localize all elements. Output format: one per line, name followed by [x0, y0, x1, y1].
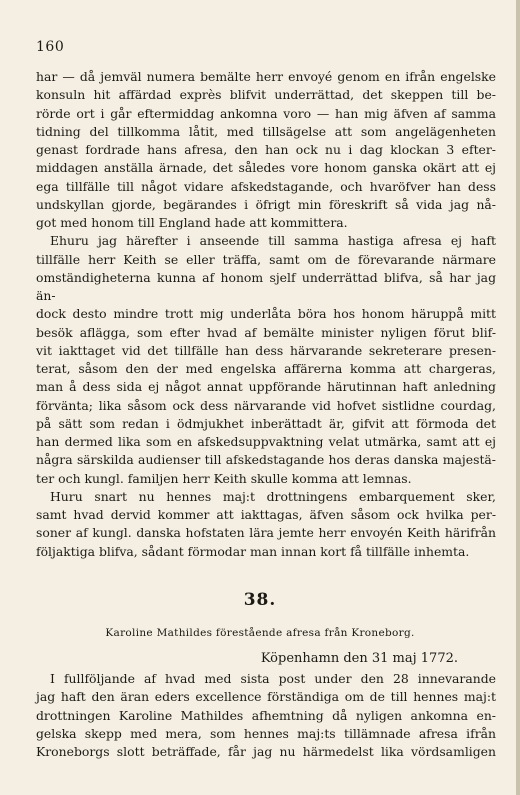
text-line: ega tillfälle till något vidare afskedstagande, och hvaröfver han dess	[36, 178, 496, 194]
text-line: på sätt som redan i ödmjukhet inberättadt är, gifvit att förmoda det	[36, 415, 496, 431]
text-line: vit iakttaget vid det tillfälle han dess härvarande sekreterare presen-	[36, 342, 496, 358]
text-line: middagen anställa ärnade, det således vore honom ganska okärt att ej	[36, 160, 496, 176]
text-line: terat, såsom den der med engelska affärerna komma att chargeras,	[36, 361, 496, 376]
text-line: rörde ort i går eftermiddag ankomna voro — han mig äfven af samma	[36, 105, 496, 121]
text-line: besök aflägga, som efter hvad af bemälte minister nyligen förut blif-	[36, 324, 496, 340]
text-line: man å dess sida ej något annat uppförande härutinnan haft anledning	[36, 379, 496, 395]
text-line: drottningen Karoline Mathildes afhemtning då nyligen ankomna en-	[36, 707, 496, 723]
section-title: Karoline Mathildes förestående afresa från Kroneborg.	[105, 627, 415, 639]
text-line: följaktiga blifva, sådant förmodar man innan kort få tillfälle inhemta.	[36, 543, 470, 559]
text-line: några särskilda audienser till afskedstagande hos deras danska majestä-	[36, 452, 496, 468]
letter-dateline: Köpenhamn den 31 maj 1772.	[260, 651, 458, 666]
text-line: samt hvad dervid kommer att iakttagas, äfven såsom ock hvilka per-	[36, 507, 496, 522]
paragraph-start-line: I fullföljande af hvad med sista post under den 28 innevarande	[50, 671, 496, 686]
text-line: soner af kungl. danska hofstaten lära jemte herr envoyén Keith härifrån	[36, 525, 496, 541]
letter-text-block	[36, 670, 496, 761]
text-line: genast fordrade hans afresa, den han ock nu i dag klockan 3 efter-	[36, 142, 496, 157]
main-text-block	[36, 68, 496, 561]
text-line: undskyllan gjorde, begärandes i öfrigt min föreskrift så vida jag nå-	[36, 196, 496, 212]
text-line: dock desto mindre trott mig underlåta böra hos honom häruppå mitt	[36, 306, 496, 322]
text-line: har — då jemväl numera bemälte herr envoyé genom en ifrån engelske	[36, 69, 496, 84]
text-line: Kroneborgs slott beträffade, får jag nu härmedelst lika vördsamligen	[36, 744, 496, 759]
page-number: 160	[36, 39, 65, 55]
text-line: han dermed lika som en afskedsuppvaktning velat utmärka, samt att ej	[36, 434, 496, 449]
text-line: got med honom till England hade att kommittera.	[36, 215, 348, 230]
paragraph-start-line: Huru snart nu hennes maj:t drottningens embarquement sker,	[50, 488, 496, 504]
text-line: omständigheterna kunna af honom sjelf underrättad blifva, så har jag än-	[36, 269, 496, 303]
text-line: gelska skepp med mera, som hennes maj:ts tillämnade afresa ifrån	[36, 725, 496, 741]
text-line: ter och kungl. familjen herr Keith skulle komma att lemnas.	[36, 470, 412, 486]
text-line: konsuln hit affärdad exprès blifvit underrättad, det skeppen till be-	[36, 87, 496, 103]
text-line: jag haft den äran eders excellence förständiga om de till hennes maj:t	[36, 689, 496, 705]
paragraph-start-line: Ehuru jag härefter i anseende till samma hastiga afresa ej haft	[50, 233, 496, 249]
text-line: förvänta; lika såsom ock dess närvarande vid hofvet sistlidne courdag,	[36, 397, 496, 413]
section-number: 38.	[243, 590, 277, 610]
text-line: tidning del tillkomma låtit, med tillsägelse att som angelägenheten	[36, 123, 496, 139]
text-line: tillfälle herr Keith se eller träffa, samt om de förevarande närmare	[36, 251, 496, 267]
